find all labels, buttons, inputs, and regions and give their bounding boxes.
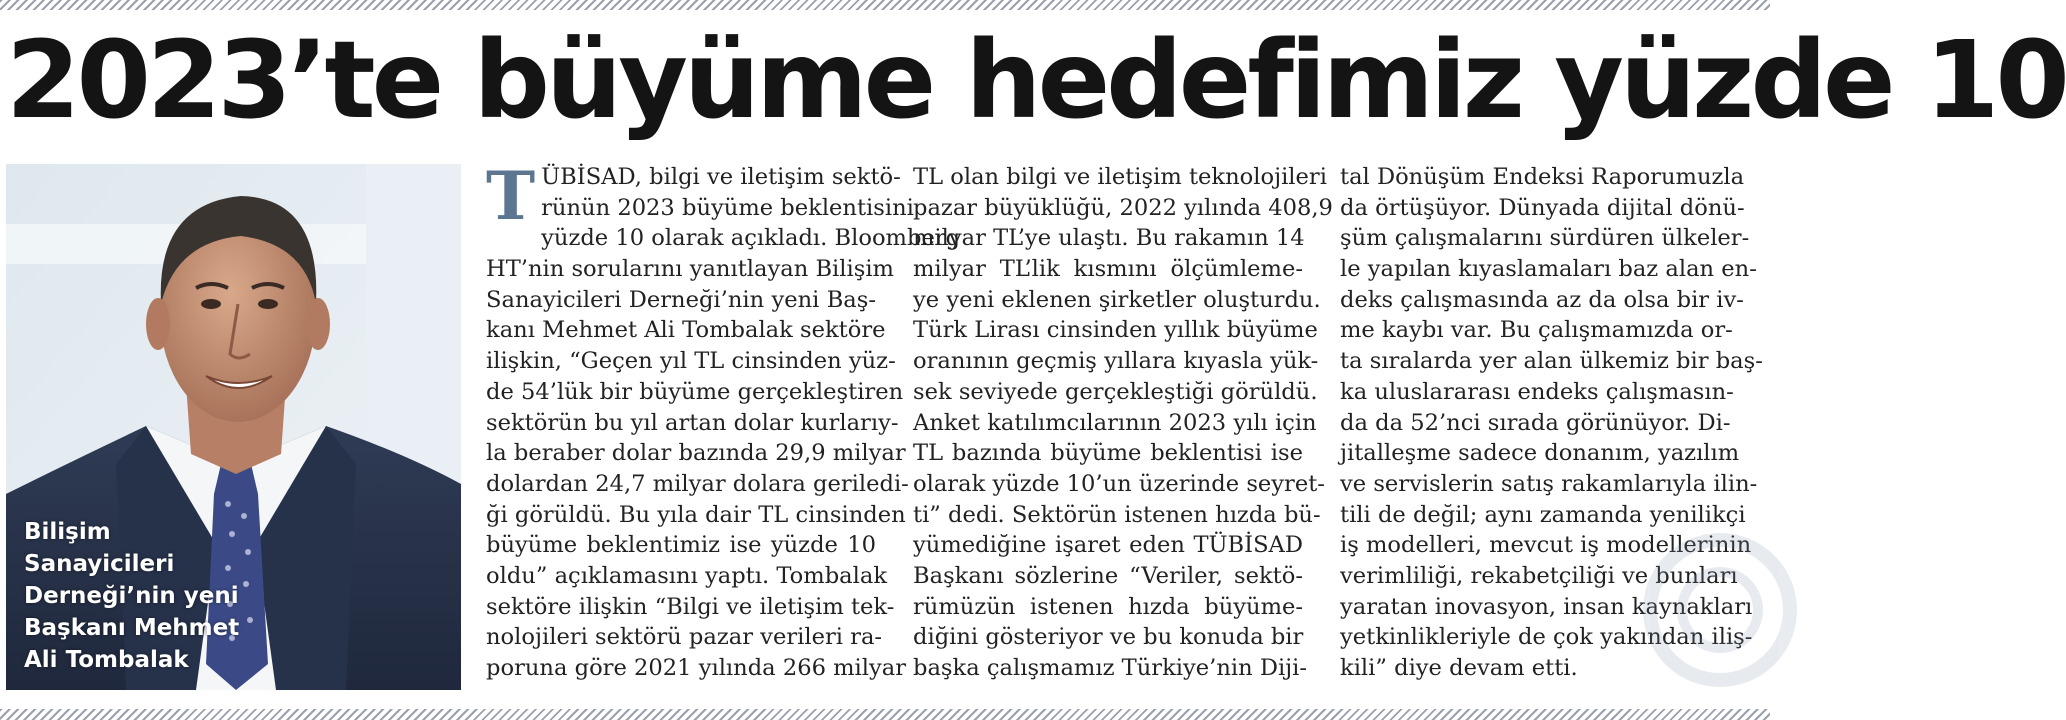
- text-line: verimliliği, rekabetçiliği ve bunları: [1340, 562, 1738, 589]
- text-line: diğini gösteriyor ve bu konuda bir: [913, 624, 1304, 651]
- text-line: ye yeni eklenen şirketler oluşturdu.: [913, 286, 1321, 313]
- text-line: başka çalışmamız Türkiye’nin Diji-: [913, 655, 1308, 681]
- text-line: kili” diye devam etti.: [1340, 655, 1578, 681]
- top-border: [0, 0, 1770, 10]
- text-line: pazar büyüklüğü, 2022 yılında 408,9: [913, 194, 1333, 221]
- text-line: da örtüşüyor. Dünyada dijital dönü-: [1340, 194, 1745, 221]
- portrait-photo: [6, 164, 461, 690]
- text-line: jitalleşme sadece donanım, yazılım: [1340, 440, 1740, 467]
- text-line: tili de değil; aynı zamanda yenilikçi: [1340, 501, 1746, 528]
- text-line: TL olan bilgi ve iletişim teknolojileri: [913, 164, 1327, 190]
- text-line: oranının geçmiş yıllara kıyasla yük-: [913, 348, 1319, 375]
- text-line: kanı Mehmet Ali Tombalak sektöre: [486, 317, 886, 344]
- text-line: poruna göre 2021 yılında 266 milyar: [486, 655, 907, 681]
- text-line: da da 52’nci sırada görünüyor. Di-: [1340, 409, 1731, 436]
- caption-line: Başkanı Mehmet: [24, 615, 240, 641]
- text-line: ti” dedi. Sektörün istenen hızda bü-: [913, 501, 1321, 528]
- text-line: ve servislerin satış rakamlarıyla ilin-: [1340, 470, 1758, 497]
- photo-caption: [24, 516, 264, 676]
- text-line: rümüzün istenen hızda büyüme-: [913, 593, 1303, 620]
- caption-line: Derneği’nin yeni: [24, 583, 239, 609]
- text-line: sektöre ilişkin “Bilgi ve iletişim tek-: [486, 593, 895, 620]
- text-line: Anket katılımcılarının 2023 yılı için: [913, 409, 1317, 436]
- text-line: le yapılan kıyaslamaları baz alan en-: [1340, 256, 1757, 283]
- article-body: [486, 157, 1766, 698]
- text-line: me kaybı var. Bu çalışmamızda or-: [1340, 317, 1733, 344]
- drop-cap: T: [486, 157, 536, 235]
- article-column-1: [486, 157, 961, 684]
- text-line: şüm çalışmalarını sürdüren ülkeler-: [1340, 225, 1750, 252]
- text-line: yümediğine işaret eden TÜBİSAD: [913, 532, 1303, 559]
- caption-line: Sanayicileri: [24, 551, 175, 577]
- text-line: tal Dönüşüm Endeksi Raporumuzla: [1340, 164, 1745, 190]
- bottom-border: [0, 709, 1770, 720]
- text-line: oldu” açıklamasını yaptı. Tombalak: [486, 562, 888, 589]
- text-line: la beraber dolar bazında 29,9 milyar: [486, 440, 906, 467]
- headline: 2023’te büyüme hedefimiz yüzde 10: [6, 19, 2066, 143]
- text-line: ta sıralarda yer alan ülkemiz bir baş-: [1340, 348, 1763, 375]
- text-line: ka uluslararası endeks çalışmasın-: [1340, 378, 1734, 405]
- text-line: iş modelleri, mevcut iş modellerinin: [1340, 532, 1752, 559]
- caption-line: Bilişim: [24, 519, 111, 545]
- text-line: sektörün bu yıl artan dolar kurlarıy-: [486, 409, 899, 436]
- text-line: yaratan inovasyon, insan kaynakları: [1340, 593, 1753, 620]
- text-line: ği görüldü. Bu yıla dair TL cinsinden: [486, 501, 906, 528]
- text-line: Sanayicileri Derneği’nin yeni Baş-: [486, 286, 876, 313]
- text-line: milyar TL’lik kısmını ölçümleme-: [913, 256, 1303, 283]
- text-line: rünün 2023 büyüme beklentisini: [541, 194, 914, 221]
- text-line: Başkanı sözlerine “Veriler, sektö-: [913, 562, 1303, 589]
- text-line: ilişkin, “Geçen yıl TL cinsinden yüz-: [486, 348, 896, 375]
- text-line: Türk Lirası cinsinden yıllık büyüme: [913, 317, 1318, 344]
- text-line: yüzde 10 olarak açıkladı. Bloomberg: [541, 225, 961, 252]
- text-line: ÜBİSAD, bilgi ve iletişim sektö-: [541, 164, 901, 190]
- text-line: milyar TL’ye ulaştı. Bu rakamın 14: [913, 225, 1305, 252]
- text-line: de 54’lük bir büyüme gerçekleştiren: [486, 378, 904, 405]
- watermark-logo: [1610, 520, 1770, 700]
- text-line: nolojileri sektörü pazar verileri ra-: [486, 624, 883, 651]
- text-line: HT’nin sorularını yanıtlayan Bilişim: [486, 256, 894, 283]
- text-line: büyüme beklentimiz ise yüzde 10: [486, 532, 876, 559]
- caption-line: Ali Tombalak: [24, 647, 189, 673]
- text-line: sek seviyede gerçekleştiği görüldü.: [913, 378, 1318, 405]
- text-line: dolardan 24,7 milyar dolara geriledi-: [486, 470, 909, 497]
- text-line: deks çalışmasında az da olsa bir iv-: [1340, 286, 1744, 313]
- article-column-2: [913, 162, 1333, 684]
- text-line: TL bazında büyüme beklentisi ise: [913, 440, 1303, 467]
- text-line: olarak yüzde 10’un üzerinde seyret-: [913, 470, 1325, 497]
- text-line: yetkinlikleriyle de çok yakından iliş-: [1340, 624, 1753, 651]
